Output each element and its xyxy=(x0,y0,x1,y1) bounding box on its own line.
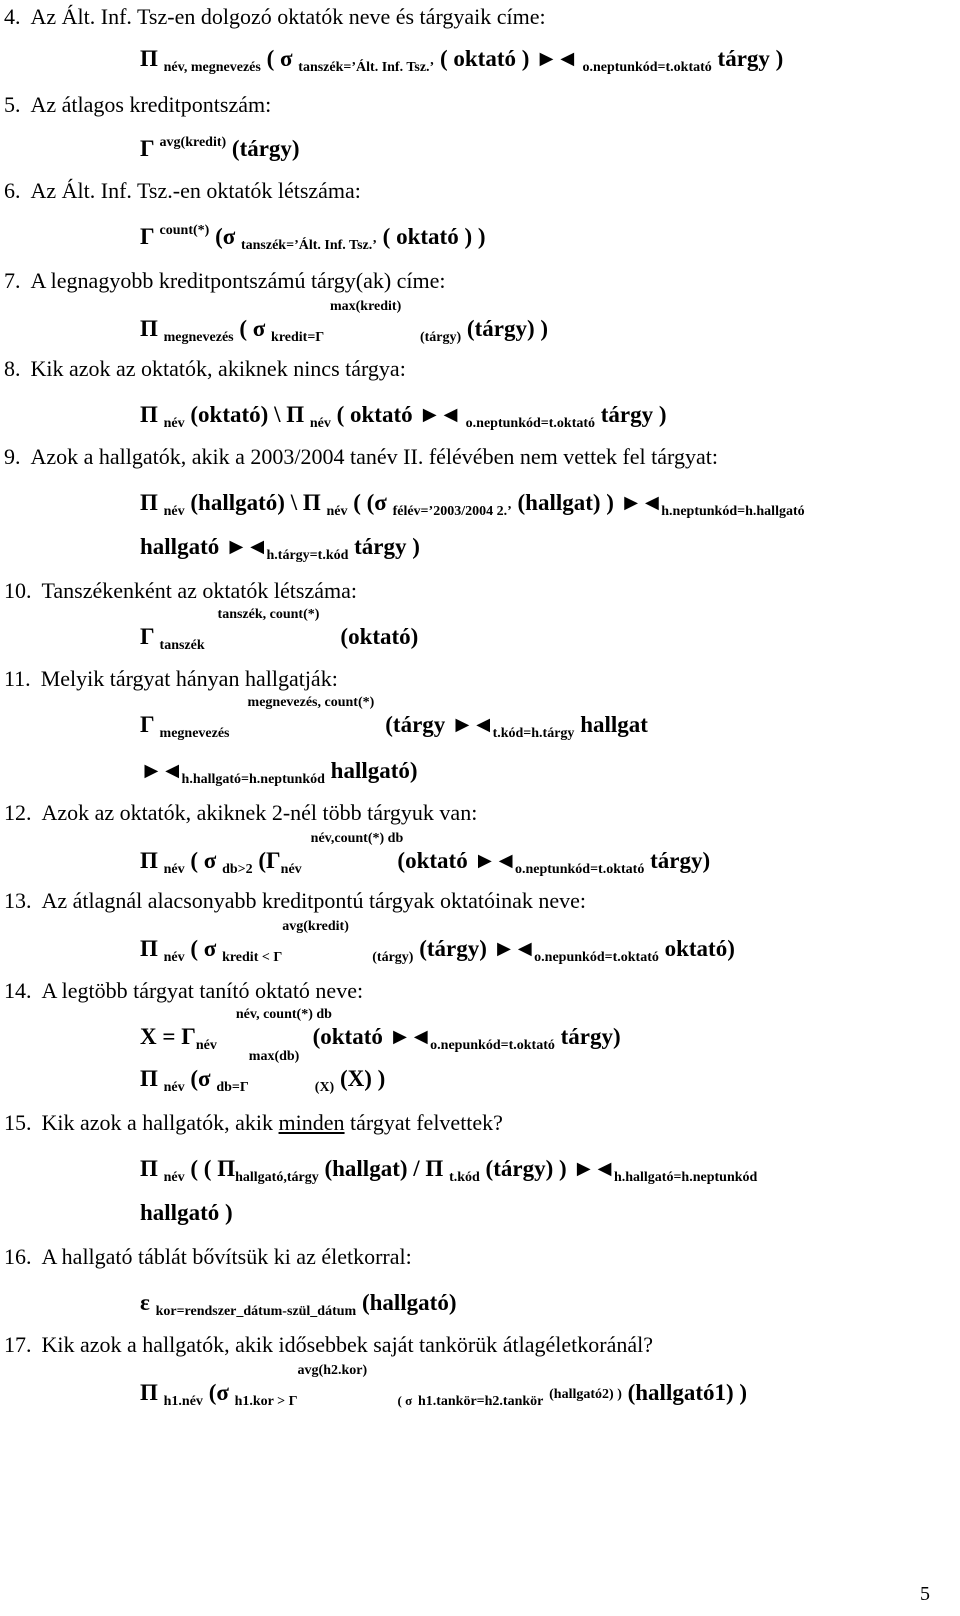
formula-5: Γ $^{avg(kredit)}$ (tárgy) xyxy=(140,135,300,161)
formula-13: Π $_{név}$ ( σ $_{kredit < \Gamma}$ avg(kredit) (tárgy) (tárgy) $►◄_{o.nepunkód=t.oktató}$ oktató) xyxy=(140,919,735,965)
formula-10: Γ tanszék, count(*) tanszék (oktató) xyxy=(140,607,419,653)
formula-7: Π $_{megnevezés}$ ( σ $_{kredit=\Gamma}$ max(kredit) (tárgy) (tárgy) ) xyxy=(140,299,549,345)
formula-6: Γ $^{count(*)}$ (σ $_{tanszék=’Ált. Inf. Tsz.’}$ ( oktató ) ) xyxy=(140,223,486,253)
item-12: 12. Azok az oktatók, akiknek 2-nél több tárgyuk van: xyxy=(4,800,478,825)
item-6: 6. Az Ált. Inf. Tsz.-en oktatók létszáma: xyxy=(4,178,361,203)
item-17: 17. Kik azok a hallgatók, akik idősebbek saját tankörük átlagéletkoránál? xyxy=(4,1332,653,1357)
formula-14a: X = Γ név, count(*) db név (oktató $►◄_{o.nepunkód=t.oktató}$ tárgy) xyxy=(140,1007,621,1053)
formula-11a: Γ megnevezés, count(*) megnevezés (tárgy $►◄_{t.kód=h.tárgy}$ hallgat xyxy=(140,695,648,741)
join-icon: ►◄ xyxy=(451,712,493,737)
item-11: 11. Melyik tárgyat hányan hallgatják: xyxy=(4,666,338,691)
join-icon: ►◄ xyxy=(418,402,460,427)
join-icon: ►◄ xyxy=(535,46,577,71)
item-4 xyxy=(4,4,546,30)
formula-4: Π $_{név, megnevezés}$ ( σ $_{tanszék=’Ált. Inf. Tsz.’}$ ( oktató ) ►◄ $_{o.neptunkód=t.oktató}$ tárgy ) xyxy=(140,46,784,75)
item-16: 16. A hallgató táblát bővítsük ki az életkorral: xyxy=(4,1244,412,1269)
formula-15b: hallgató ) xyxy=(140,1200,233,1225)
join-icon: ►◄ xyxy=(140,758,182,783)
item-13: 13. Az átlagnál alacsonyabb kreditpontú tárgyak oktatóinak neve: xyxy=(4,888,587,913)
item-7: 7. A legnagyobb kreditpontszámú tárgy(ak) címe: xyxy=(4,268,446,293)
item-14: 14. A legtöbb tárgyat tanító oktató neve: xyxy=(4,978,364,1003)
join-icon: ►◄ xyxy=(473,848,515,873)
join-icon: ►◄ xyxy=(572,1156,614,1181)
item-number: 4. xyxy=(4,4,21,29)
page-number: 5 xyxy=(920,1583,930,1605)
join-icon: ►◄ xyxy=(492,936,535,961)
item-text: Az Ált. Inf. Tsz-en dolgozó oktatók neve és tárgyaik címe: xyxy=(30,4,546,29)
item-5: 5. Az átlagos kreditpontszám: xyxy=(4,92,272,117)
join-icon: ►◄ xyxy=(388,1024,431,1049)
join-icon: ►◄ xyxy=(224,534,267,559)
item-10: 10. Tanszékenként az oktatók létszáma: xyxy=(4,578,357,603)
item-8: 8. Kik azok az oktatók, akiknek nincs tárgya: xyxy=(4,356,406,381)
formula-9b: hallgató $►◄_{h.tárgy=t.kód}$ tárgy ) xyxy=(140,534,420,563)
formula-12: Π $_{név}$ ( σ $_{db>2}$ (Γ név,count(*) db név (oktató $►◄_{o.neptunkód=t.oktató}$ tárgy) xyxy=(140,831,711,877)
item-15: 15. Kik azok a hallgatók, akik minden tárgyat felvettek? xyxy=(4,1110,503,1135)
formula-16: ε $_{kor=rendszer\_dátum-szül\_dátum}$ (hallgató) xyxy=(140,1290,457,1319)
formula-17: Π $_{h1.név}$ (σ $_{h1.kor > \Gamma}$ avg(h2.kor) ( σ $_{h1.tankör=h2.tankör}$ $^{(hallgató2) )}$ (hallgató1) ) xyxy=(140,1363,748,1409)
formula-15a: Π $_{név}$ ( ( $\Pi_{hallgató,tárgy}$ (hallgat) / Π $_{t.kód}$ (tárgy) ) $►◄_{h.hallgató=h.neptunkód}$ xyxy=(140,1156,758,1185)
formula-14b: Π $_{név}$ (σ $_{db=\Gamma}$ max(db) (X) (X) ) xyxy=(140,1049,386,1095)
formula-11b: $►◄_{h.hallgató=h.neptunkód}$ hallgató) xyxy=(140,758,418,787)
formula-9a: Π $_{név}$ (hallgató) \ Π $_{név}$ ( (σ $_{félév=’2003/2004 2.’}$ (hallgat) ) $►◄_{h.neptunkód=h.hallgató}$ xyxy=(140,490,805,519)
formula-8: Π $_{név}$ (oktató) \ Π $_{név}$ ( oktató ►◄ $_{o.neptunkód=t.oktató}$ tárgy ) xyxy=(140,402,667,431)
join-icon: ►◄ xyxy=(619,490,662,515)
item-9: 9. Azok a hallgatók, akik a 2003/2004 tanév II. félévében nem vettek fel tárgyat: xyxy=(4,444,718,469)
